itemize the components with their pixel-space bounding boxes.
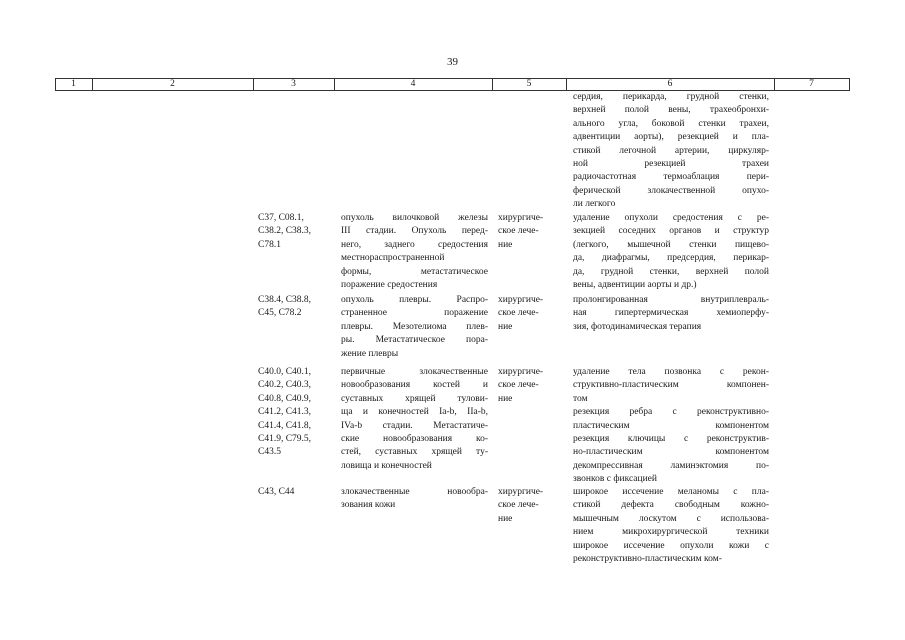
row-diagnosis-line: опухоль плевры. Распро- xyxy=(341,295,488,305)
row-treatment-line: ние xyxy=(498,239,513,250)
row-method xyxy=(573,366,769,487)
header-col-7: 7 xyxy=(809,79,814,89)
row-diagnosis-line: местнораспространенной xyxy=(341,253,445,264)
row-diagnosis-line: плевры. Мезотелиома плев- xyxy=(341,321,488,332)
row-method-line: том xyxy=(573,393,588,404)
row-codes-line: С41.9, С79.5, xyxy=(258,434,312,445)
row-diagnosis-line: первичные злокачественные xyxy=(341,367,488,377)
header-col-5: 5 xyxy=(526,79,532,89)
row-method-line: стикой дефекта свободным кожно- xyxy=(573,500,769,511)
row-diagnosis xyxy=(341,366,488,473)
continuation-method-line: сердия, перикарда, грудной стенки, xyxy=(573,92,769,102)
row-method xyxy=(573,486,769,566)
row-method xyxy=(573,294,769,334)
row-diagnosis-line: ща и конечностей Ia-b, IIa-b, xyxy=(341,407,488,418)
row-treatment-line: ское лече- xyxy=(498,226,539,237)
row-method-line: зия, фотодинамическая терапия xyxy=(573,321,702,332)
row-method-line: нием микрохирургической техники xyxy=(573,527,769,538)
row-diagnosis-line: III стадии. Опухоль перед- xyxy=(341,226,488,237)
row-treatment xyxy=(498,212,558,252)
row-method-line: реконструктивно-пластическим ком- xyxy=(573,554,722,565)
continuation-method-line: ной резекцией трахеи xyxy=(573,159,769,170)
row-diagnosis-line: ры. Метастатическое пора- xyxy=(341,335,488,346)
row-codes-line: С41.4, С41.8, xyxy=(258,420,312,431)
row-method-line: резекция ребра с реконструктивно- xyxy=(573,407,769,418)
row-treatment xyxy=(498,294,558,334)
row-method xyxy=(573,212,769,292)
row-method-line: декомпрессивная ламинэктомия по- xyxy=(573,460,769,471)
row-codes-line: С38.2, С38.3, xyxy=(258,226,312,237)
row-codes xyxy=(258,486,330,499)
continuation-method-line: радиочастотная термоаблация пери- xyxy=(573,172,769,183)
row-codes xyxy=(258,366,330,460)
row-diagnosis-line: IVa-b стадии. Метастатиче- xyxy=(341,420,488,431)
row-diagnosis xyxy=(341,486,488,513)
row-codes-line: С40.8, С40.9, xyxy=(258,393,312,404)
continuation-method-line: ли легкого xyxy=(573,199,616,210)
continuation-method-line: адвентиции аорты), резекцией и пла- xyxy=(573,132,769,143)
row-method-line: вены, адвентиции аорты и др.) xyxy=(573,280,697,291)
row-diagnosis xyxy=(341,294,488,361)
row-diagnosis-line: стей, суставных хрящей ту- xyxy=(341,447,488,458)
continuation-method-line: верхней полой вены, трахеобронхи- xyxy=(573,105,769,116)
row-treatment-line: хирургиче- xyxy=(498,295,544,305)
row-diagnosis-line: зования кожи xyxy=(341,500,396,511)
header-col-1: 1 xyxy=(71,79,76,89)
row-treatment-line: хирургиче- xyxy=(498,367,544,377)
row-method-line: мышечным лоскутом с использова- xyxy=(573,513,769,524)
row-treatment-line: ское лече- xyxy=(498,500,539,511)
row-treatment xyxy=(498,486,558,526)
header-col-4: 4 xyxy=(410,79,416,89)
continuation-method-line: стикой легочной артерии, циркуляр- xyxy=(573,145,769,156)
row-diagnosis-line: страненное поражение xyxy=(341,308,488,319)
row-method-line: звонков с фиксацией xyxy=(573,474,657,485)
row-treatment-line: ское лече- xyxy=(498,380,539,391)
row-treatment-line: хирургиче- xyxy=(498,487,544,497)
row-method-line: да, диафрагмы, предсердия, перикар- xyxy=(573,253,769,264)
row-diagnosis-line: суставных хрящей тулови- xyxy=(341,393,488,404)
row-codes-line: С41.2, С41.3, xyxy=(258,407,312,418)
row-method-line: ная гипертермическая хемиоперфу- xyxy=(573,308,769,319)
row-codes-line: С43.5 xyxy=(258,447,281,458)
header-divider xyxy=(849,78,850,90)
row-diagnosis-line: ские новообразования ко- xyxy=(341,434,488,445)
row-treatment-line: ние xyxy=(498,393,513,404)
row-diagnosis-line: него, заднего средостения xyxy=(341,239,488,250)
row-treatment xyxy=(498,366,558,406)
header-col-2: 2 xyxy=(170,79,175,89)
row-codes-line: С43, С44 xyxy=(258,487,295,497)
row-codes xyxy=(258,294,330,321)
row-method-line: зекцией соседних органов и структур xyxy=(573,226,769,237)
row-diagnosis-line: поражение средостения xyxy=(341,280,438,291)
row-method-line: пластическим компонентом xyxy=(573,420,769,431)
row-diagnosis-line: ловища и конечностей xyxy=(341,460,432,471)
row-method-line: (легкого, мышечной стенки пищево- xyxy=(573,239,769,250)
row-codes xyxy=(258,212,330,252)
row-method-line: удаление опухоли средостения с ре- xyxy=(573,213,769,223)
row-method-line: широкое иссечение меланомы с пла- xyxy=(573,487,769,497)
row-method-line: но-пластическим компонентом xyxy=(573,447,769,458)
row-codes-line: С37, С08.1, xyxy=(258,213,304,223)
row-treatment-line: ское лече- xyxy=(498,308,539,319)
row-treatment-line: ние xyxy=(498,513,513,524)
row-method-line: да, грудной стенки, верхней полой xyxy=(573,266,769,277)
continuation-method-line: ферической злокачественной опухо- xyxy=(573,185,769,196)
row-diagnosis-line: злокачественные новообра- xyxy=(341,487,488,497)
page-number: 39 xyxy=(447,56,458,68)
row-codes-line: С40.2, С40.3, xyxy=(258,380,312,391)
continuation-method-line: ального угла, боковой стенки трахеи, xyxy=(573,118,769,129)
row-diagnosis-line: новообразования костей и xyxy=(341,380,488,391)
row-codes-line: С45, С78.2 xyxy=(258,308,302,319)
row-codes-line: С38.4, С38.8, xyxy=(258,295,312,305)
row-diagnosis xyxy=(341,212,488,292)
row-diagnosis-line: опухоль вилочковой железы xyxy=(341,213,488,223)
row-codes-line: С40.0, С40.1, xyxy=(258,367,312,377)
row-method-line: удаление тела позвонка с рекон- xyxy=(573,367,769,377)
row-method-line: пролонгированная внутриплевраль- xyxy=(573,295,769,305)
row-method-line: широкое иссечение опухоли кожи с xyxy=(573,540,769,551)
row-method-line: структивно-пластическим компонен- xyxy=(573,380,769,391)
row-method-line: резекция ключицы с реконструктив- xyxy=(573,434,769,445)
row-diagnosis-line: жение плевры xyxy=(341,348,399,359)
header-col-3: 3 xyxy=(291,79,296,89)
row-codes-line: С78.1 xyxy=(258,239,281,250)
row-diagnosis-line: формы, метастатическое xyxy=(341,266,488,277)
row-treatment-line: ние xyxy=(498,321,513,332)
header-col-6: 6 xyxy=(667,79,673,89)
row-treatment-line: хирургиче- xyxy=(498,213,544,223)
continuation-method xyxy=(573,91,769,212)
